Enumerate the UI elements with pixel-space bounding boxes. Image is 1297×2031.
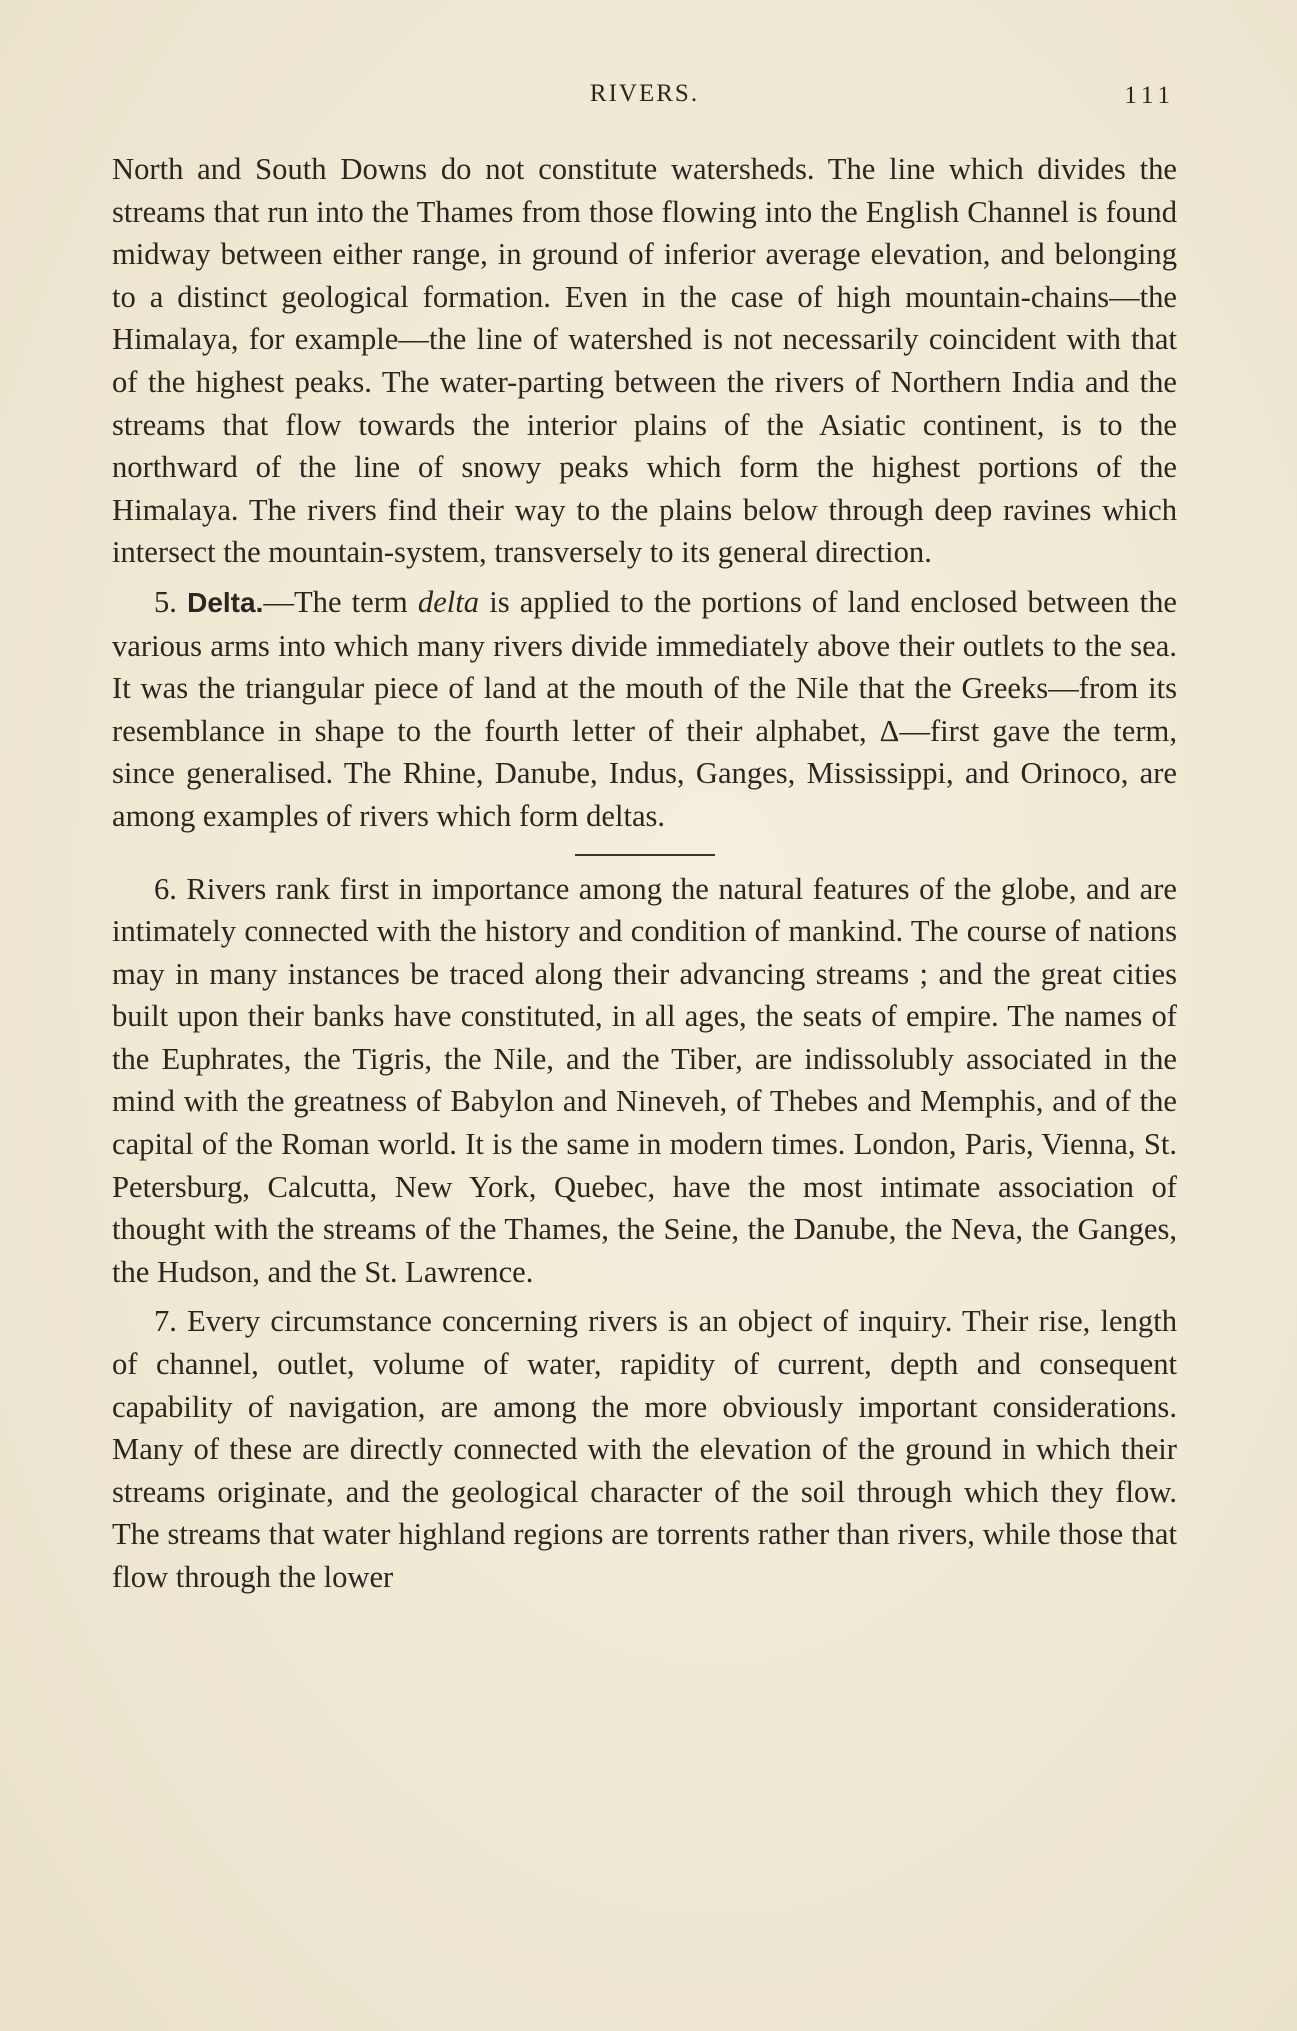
paragraph-rivers-importance: 6. Rivers rank first in importance among the natural features of the globe, and are intimately connected with the history and condition of mankind. The course of nations may in many instances be traced along their advancing streams ; and the great cities built upon their banks have constituted, in all ages, the seats of empire. The names of the Euphrates, the Tigris, the Nile, and the Tiber, are indissolubly associated in the mind with the greatness of Babylon and Nineveh, of Thebes and Memphis, and of the capital of the Roman world. It is the same in modern times. London, Paris, Vienna, St. Petersburg, Calcutta, New York, Quebec, have the most intimate association of thought with the streams of the Thames, the Seine, the Danube, the Neva, the Ganges, the Hudson, and the St. Lawrence. [112, 871, 1177, 1289]
paragraph-watersheds: North and South Downs do not constitute watersheds. The line which divides the streams that run into the Thames from those flowing into the English Channel is found midway between either range, in ground of inferior average elevation, and belonging to a distinct geological formation. Even in the case of high mountain-chains—the Himalaya, for example—the line of watershed is not necessarily coincident with that of the highest peaks. The water-parting between the rivers of Northern India and the streams that flow towards the interior plains of the Asiatic continent, is to the northward of the line of snowy peaks which form the highest portions of the Himalaya. The rivers find their way to the plains below through deep ravines which intersect the mountain-system, transversely to its general direction. [112, 152, 1177, 570]
delta-text: is applied to the portions of land enclosed between the various arms into which many rivers divide immediately above their outlets to the sea. It was the triangular piece of land at the mouth of the Nile that the Greeks—from its resemblance in shape to the fourth letter of their alphabet, Δ—first gave the term, since generalised. The Rhine, Danube, Indus, Ganges, Mississippi, and Orinoco, are among examples of rivers which form deltas. [112, 584, 1177, 833]
page-header [112, 80, 1177, 120]
delta-term: delta [417, 584, 480, 619]
body-text [112, 148, 1177, 1599]
paragraph-rivers-inquiry: 7. Every circumstance concerning rivers is an object of inquiry. Their rise, length of channel, outlet, volume of water, rapidity of current, depth and consequent capability of navigation, are among the more obviously important considerations. Many of these are directly connected with the elevation of the ground in which their streams originate, and the geological character of the soil through which they flow. The streams that water highland regions are torrents rather than rivers, while those that flow through the lower [112, 1304, 1177, 1594]
section-divider [575, 854, 715, 856]
running-title: RIVERS. [589, 80, 700, 107]
page-number: 111 [1124, 82, 1175, 109]
section-number: 5. [154, 584, 177, 619]
section-heading-delta: Delta. [187, 586, 264, 618]
paragraph-delta [112, 581, 1177, 838]
delta-lead: —The term [263, 584, 418, 619]
